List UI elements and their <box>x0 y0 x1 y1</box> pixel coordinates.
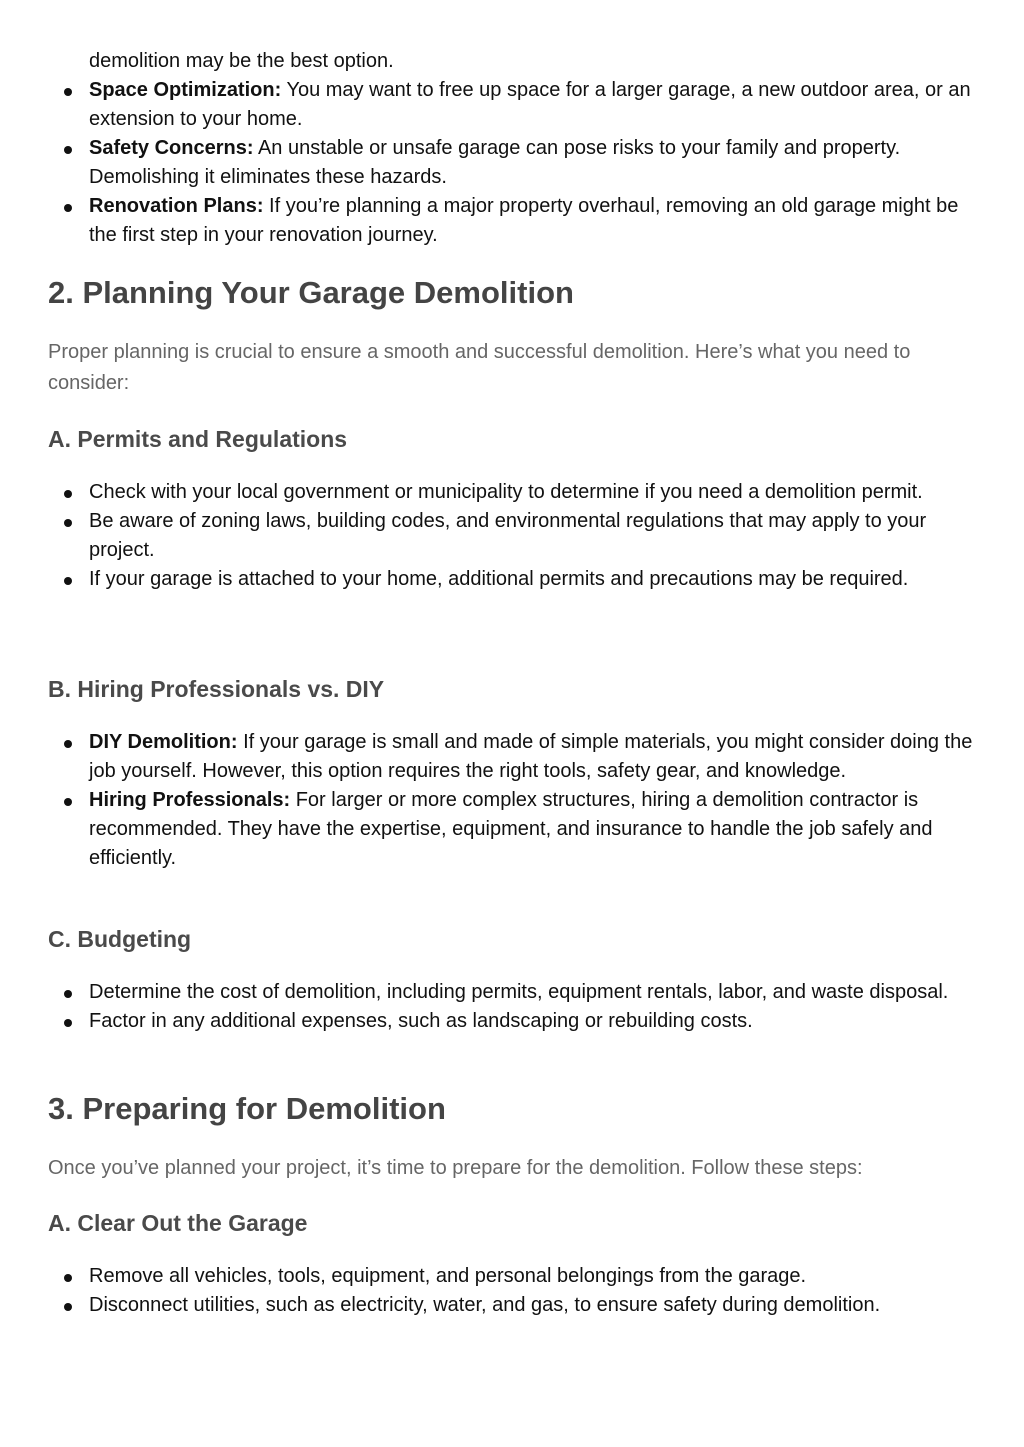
section-heading-preparing: 3. Preparing for Demolition <box>48 1091 446 1126</box>
list-item-space-optimization <box>0 76 1024 134</box>
subheading-clear-out: A. Clear Out the Garage <box>48 1210 308 1236</box>
budgeting-list <box>0 978 1024 1036</box>
list-item-diy-demolition <box>0 728 1024 786</box>
list-item-text: demolition may be the best option. <box>89 50 394 72</box>
intro-reasons-list <box>0 47 1024 250</box>
list-item-text: Factor in any additional expenses, such as landscaping or rebuilding costs. <box>89 1010 753 1032</box>
list-item <box>0 565 1024 594</box>
subheading-permits: A. Permits and Regulations <box>48 426 348 452</box>
list-item-text: If your garage is small and made of simple materials, you might consider doing the job yourself. However, this option requires the right tools, safety gear, and knowledge. <box>89 731 973 782</box>
list-item-text: Be aware of zoning laws, building codes, and environmental regulations that may apply to your project. <box>89 510 927 561</box>
subheading-budgeting: C. Budgeting <box>48 926 192 952</box>
list-item <box>0 978 1024 1007</box>
clear-out-list <box>0 1262 1024 1320</box>
list-item-continuation <box>0 47 1024 76</box>
permits-list <box>0 478 1024 594</box>
list-item-text: An unstable or unsafe garage can pose risks to your family and property. Demolishing it eliminates these hazards. <box>89 137 901 188</box>
list-item-text: You may want to free up space for a larger garage, a new outdoor area, or an extension to your home. <box>89 79 971 130</box>
list-item-lead: Space Optimization: <box>89 79 282 101</box>
list-item-lead: Safety Concerns: <box>89 137 254 159</box>
subheading-hiring: B. Hiring Professionals vs. DIY <box>48 676 385 702</box>
list-item-text: If you’re planning a major property overhaul, removing an old garage might be the first step in your renovation journey. <box>89 195 959 246</box>
list-item-text: If your garage is attached to your home, additional permits and precautions may be required. <box>89 568 909 590</box>
list-item-safety-concerns <box>0 134 1024 192</box>
list-item-text: Determine the cost of demolition, including permits, equipment rentals, labor, and waste disposal. <box>89 981 949 1003</box>
section-heading-planning: 2. Planning Your Garage Demolition <box>48 275 574 310</box>
list-item-lead: DIY Demolition: <box>89 731 238 753</box>
list-item <box>0 1291 1024 1320</box>
list-item-text: For larger or more complex structures, hiring a demolition contractor is recommended. They have the expertise, equipment, and insurance to handle the job safely and efficiently. <box>89 789 933 869</box>
hiring-list <box>0 728 1024 873</box>
section-intro-preparing: Once you’ve planned your project, it’s time to prepare for the demolition. Follow these steps: <box>48 1157 863 1179</box>
list-item-text: Disconnect utilities, such as electricity, water, and gas, to ensure safety during demolition. <box>89 1294 881 1316</box>
list-item-text: Check with your local government or municipality to determine if you need a demolition permit. <box>89 481 923 503</box>
list-item <box>0 1007 1024 1036</box>
list-item-hiring-professionals <box>0 786 1024 873</box>
list-item-renovation-plans <box>0 192 1024 250</box>
list-item-lead: Hiring Professionals: <box>89 789 291 811</box>
section-intro-planning: Proper planning is crucial to ensure a smooth and successful demolition. Here’s what you need to consider: <box>48 341 911 394</box>
list-item-lead: Renovation Plans: <box>89 195 264 217</box>
list-item <box>0 507 1024 565</box>
list-item <box>0 1262 1024 1291</box>
list-item-text: Remove all vehicles, tools, equipment, and personal belongings from the garage. <box>89 1265 807 1287</box>
list-item <box>0 478 1024 507</box>
